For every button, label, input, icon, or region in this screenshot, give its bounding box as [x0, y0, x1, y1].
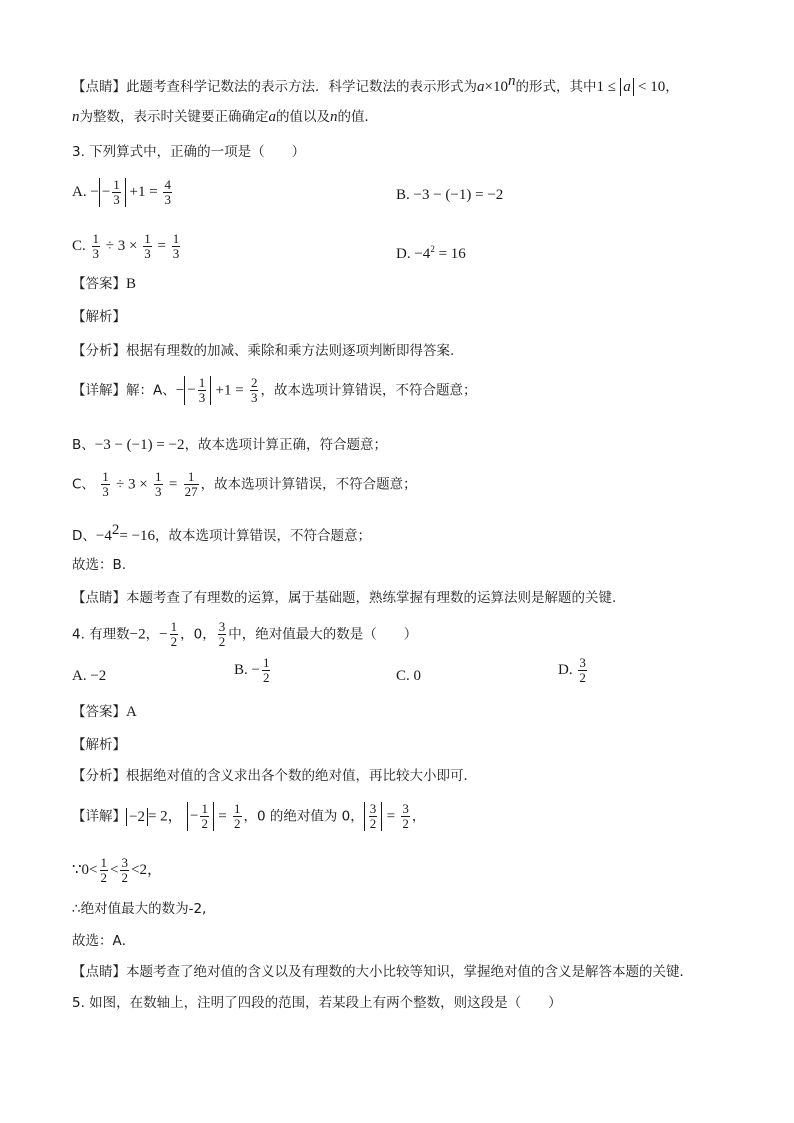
denominator: 3	[198, 390, 206, 405]
fraction	[250, 376, 259, 405]
q4-jiexi: 【解析】	[72, 737, 126, 753]
abs-value	[364, 802, 383, 831]
abs-value	[99, 178, 126, 207]
numerator: 1	[262, 655, 270, 670]
q3-fenxi	[72, 342, 454, 360]
q3-option-a	[72, 178, 174, 207]
denominator: 3	[102, 484, 109, 499]
q3-answer	[72, 275, 136, 293]
dianjing-text: 本题考查了绝对值的含义以及有理数的大小比较等知识，掌握绝对值的含义是解答本题的关键．	[126, 964, 693, 980]
numerator: 1	[144, 231, 151, 246]
fenxi-text: 根据有理数的加减、乘除和乘方法则逐项判断即得答案.	[126, 343, 455, 359]
equals: =	[168, 476, 178, 493]
result: = 16	[438, 246, 466, 262]
fraction	[154, 470, 163, 499]
equals: =	[157, 237, 166, 254]
fraction	[101, 470, 110, 499]
fraction	[369, 802, 378, 831]
numerator: 1	[100, 855, 108, 870]
q3-xiangjie-b	[72, 436, 387, 454]
q4-dianjing	[72, 963, 693, 981]
option-label: B.	[396, 187, 410, 203]
exponent: 2	[111, 522, 120, 538]
q3-xiangjie-a	[72, 376, 476, 405]
text: 为整数，表示时关键要正确确定	[79, 109, 269, 125]
q4-therefore: ∴绝对值最大的数为-2,	[72, 901, 207, 917]
answer-label: 【答案】	[72, 276, 126, 292]
q3-xiangjie-c	[72, 470, 417, 499]
q3-xiangjie-d	[72, 521, 371, 545]
base: −4	[95, 528, 112, 544]
abs-value	[187, 802, 214, 831]
answer-value: A	[126, 704, 137, 720]
fraction	[170, 620, 179, 649]
q3-dianjing	[72, 589, 616, 607]
text: <2，	[130, 861, 162, 878]
result: = −16	[119, 528, 156, 544]
fraction	[233, 802, 242, 831]
q3-jiexi: 【解析】	[72, 309, 126, 325]
dianjing-label: 【点睛】	[72, 590, 126, 606]
denominator: 2	[170, 634, 178, 649]
numerator: 1	[92, 231, 100, 246]
fenxi-text: 根据绝对值的含义求出各个数的绝对值，再比较大小即可．	[126, 768, 477, 784]
fraction	[112, 178, 121, 207]
q4-stem	[72, 620, 417, 649]
abs-value	[184, 376, 211, 405]
xiangjie-label: 【详解】	[72, 382, 126, 399]
denominator: 2	[369, 816, 377, 831]
text: B、	[72, 437, 95, 453]
numerator: 1	[102, 469, 109, 484]
abs-value: −2	[126, 808, 148, 826]
fraction	[218, 620, 227, 649]
text: ，故本选项计算错误，不符合题意；	[200, 476, 417, 493]
fraction	[100, 856, 109, 885]
text: C、	[72, 476, 95, 493]
denominator: 2	[218, 634, 226, 649]
numerator: 1	[198, 375, 206, 390]
equals: =	[218, 808, 227, 825]
option-label: A.	[72, 668, 87, 684]
denominator: 3	[250, 390, 258, 405]
value: −2	[90, 668, 107, 684]
text: 的值以及	[276, 109, 330, 125]
numerator: 1	[113, 177, 120, 192]
text: ，	[411, 808, 426, 825]
numerator: 1	[170, 619, 178, 634]
fraction	[200, 802, 209, 831]
q4-xiangjie	[72, 802, 425, 831]
option-label: A.	[72, 183, 87, 200]
denominator: 2	[121, 870, 128, 885]
denominator: 2	[201, 816, 208, 831]
base: −4	[414, 246, 431, 262]
fraction	[163, 178, 172, 207]
q4-option-b	[234, 656, 272, 685]
minus: −	[189, 807, 199, 824]
fraction	[92, 232, 101, 261]
comma: ，	[665, 79, 679, 95]
operator: ÷ 3 ×	[116, 476, 148, 493]
numerator: 1	[172, 231, 180, 246]
q4-since	[72, 856, 162, 885]
fraction	[120, 856, 129, 885]
denominator: 2	[234, 816, 241, 831]
math-exponent-n: n	[507, 73, 516, 89]
q4-option-c: C. 0	[396, 668, 422, 684]
option-label: C.	[72, 237, 86, 254]
fraction	[143, 232, 152, 261]
denominator: 27	[184, 484, 198, 499]
numerator: 3	[369, 801, 377, 816]
fenxi-label: 【分析】	[72, 768, 126, 784]
math-n: n	[330, 109, 338, 125]
numerator: 1	[201, 801, 208, 816]
q3-option-b	[396, 186, 503, 204]
equals: =	[386, 808, 396, 825]
minus: −	[159, 626, 168, 643]
fenxi-label: 【分析】	[72, 343, 126, 359]
q4-option-d	[558, 656, 589, 685]
denominator: 2	[100, 870, 108, 885]
denominator: 3	[172, 246, 180, 261]
dianjing-label: 【点睛】	[72, 964, 126, 980]
numerator: 1	[234, 801, 241, 816]
numerator: 3	[121, 855, 128, 870]
numerator: 1	[187, 469, 195, 484]
fraction	[401, 802, 410, 831]
math-a: a	[477, 79, 485, 95]
prev-dianjing-line1	[72, 72, 679, 96]
plus-one: +1 =	[129, 183, 158, 200]
numerator: 3	[218, 619, 226, 634]
q3-option-c	[72, 232, 182, 261]
prev-dianjing-line2	[72, 108, 378, 126]
equals: = 2，	[147, 808, 183, 825]
text: 解：A、	[126, 382, 176, 399]
xiangjie-label: 【详解】	[72, 808, 126, 825]
text: ∵0<	[72, 861, 98, 878]
comma: ，	[145, 626, 160, 643]
fraction	[184, 470, 199, 499]
numerator: 3	[579, 655, 586, 670]
range-left: 1 ≤	[596, 79, 616, 95]
text: 中，绝对值最大的数是（ ）	[228, 626, 418, 643]
expression: −3 − (−1) = −2	[413, 187, 504, 203]
numerator: 1	[155, 469, 162, 484]
denominator: 3	[164, 192, 171, 207]
q3-stem: 3. 下列算式中，正确的一项是（ ）	[72, 144, 306, 160]
plus-one: +1 =	[215, 382, 244, 399]
numerator: 2	[250, 375, 258, 390]
math-a: a	[268, 109, 276, 125]
dianjing-text: 此题考查科学记数法的表示方法．科学记数法的表示形式为	[126, 79, 477, 95]
option-label: D.	[396, 246, 411, 262]
math-times-ten: ×10	[484, 79, 508, 95]
denominator: 2	[262, 670, 270, 685]
numerator: 3	[402, 801, 409, 816]
q4-answer	[72, 703, 137, 721]
range-right: < 10	[638, 79, 666, 95]
answer-value: B	[126, 276, 137, 292]
denominator: 3	[113, 192, 120, 207]
denominator: 2	[402, 816, 409, 831]
text: ，故本选项计算错误，不符合题意；	[260, 382, 477, 399]
text: ，0，	[180, 626, 216, 643]
fraction	[198, 376, 207, 405]
text: 4. 有理数	[72, 626, 130, 643]
minus: −	[101, 183, 111, 200]
minus: −	[187, 381, 196, 398]
answer-label: 【答案】	[72, 704, 126, 720]
minus: −	[251, 661, 260, 678]
q3-option-d	[396, 240, 466, 263]
expression: −3 − (−1) = −2	[94, 437, 185, 453]
q4-fenxi	[72, 767, 477, 785]
text: ，故本选项计算正确，符合题意；	[184, 437, 388, 453]
q5-stem: 5. 如图，在数轴上，注明了四段的范围，若某段上有两个整数，则这段是（ ）	[72, 995, 562, 1011]
minus: −	[175, 382, 185, 399]
abs-a: a	[620, 78, 634, 96]
exponent: 2	[430, 244, 435, 254]
operator: ÷ 3 ×	[105, 237, 138, 254]
fraction	[172, 232, 181, 261]
text: ，故本选项计算错误，不符合题意；	[155, 528, 372, 544]
text: ，0 的绝对值为 0，	[243, 808, 364, 825]
denominator: 2	[579, 670, 586, 685]
numerator: 4	[164, 177, 171, 192]
q4-guxuan: 故选：A．	[72, 933, 136, 949]
fraction	[262, 656, 271, 685]
dianjing-text2: 的形式，其中	[515, 79, 597, 95]
text: D、	[72, 528, 96, 544]
number: −2	[129, 626, 146, 643]
q4-option-a	[72, 667, 106, 685]
denominator: 3	[144, 246, 151, 261]
text: 的值．	[337, 109, 378, 125]
dianjing-label: 【点睛】	[72, 79, 126, 95]
fraction	[578, 656, 587, 685]
denominator: 3	[92, 246, 100, 261]
math-n: n	[72, 109, 80, 125]
option-label: D.	[558, 661, 573, 678]
dianjing-text: 本题考查了有理数的运算，属于基础题，熟练掌握有理数的运算法则是解题的关键.	[126, 590, 617, 606]
less-than: <	[110, 861, 119, 878]
q3-guxuan: 故选：B.	[72, 557, 127, 573]
denominator: 3	[155, 484, 162, 499]
minus: −	[90, 183, 99, 200]
option-label: B.	[234, 661, 248, 678]
